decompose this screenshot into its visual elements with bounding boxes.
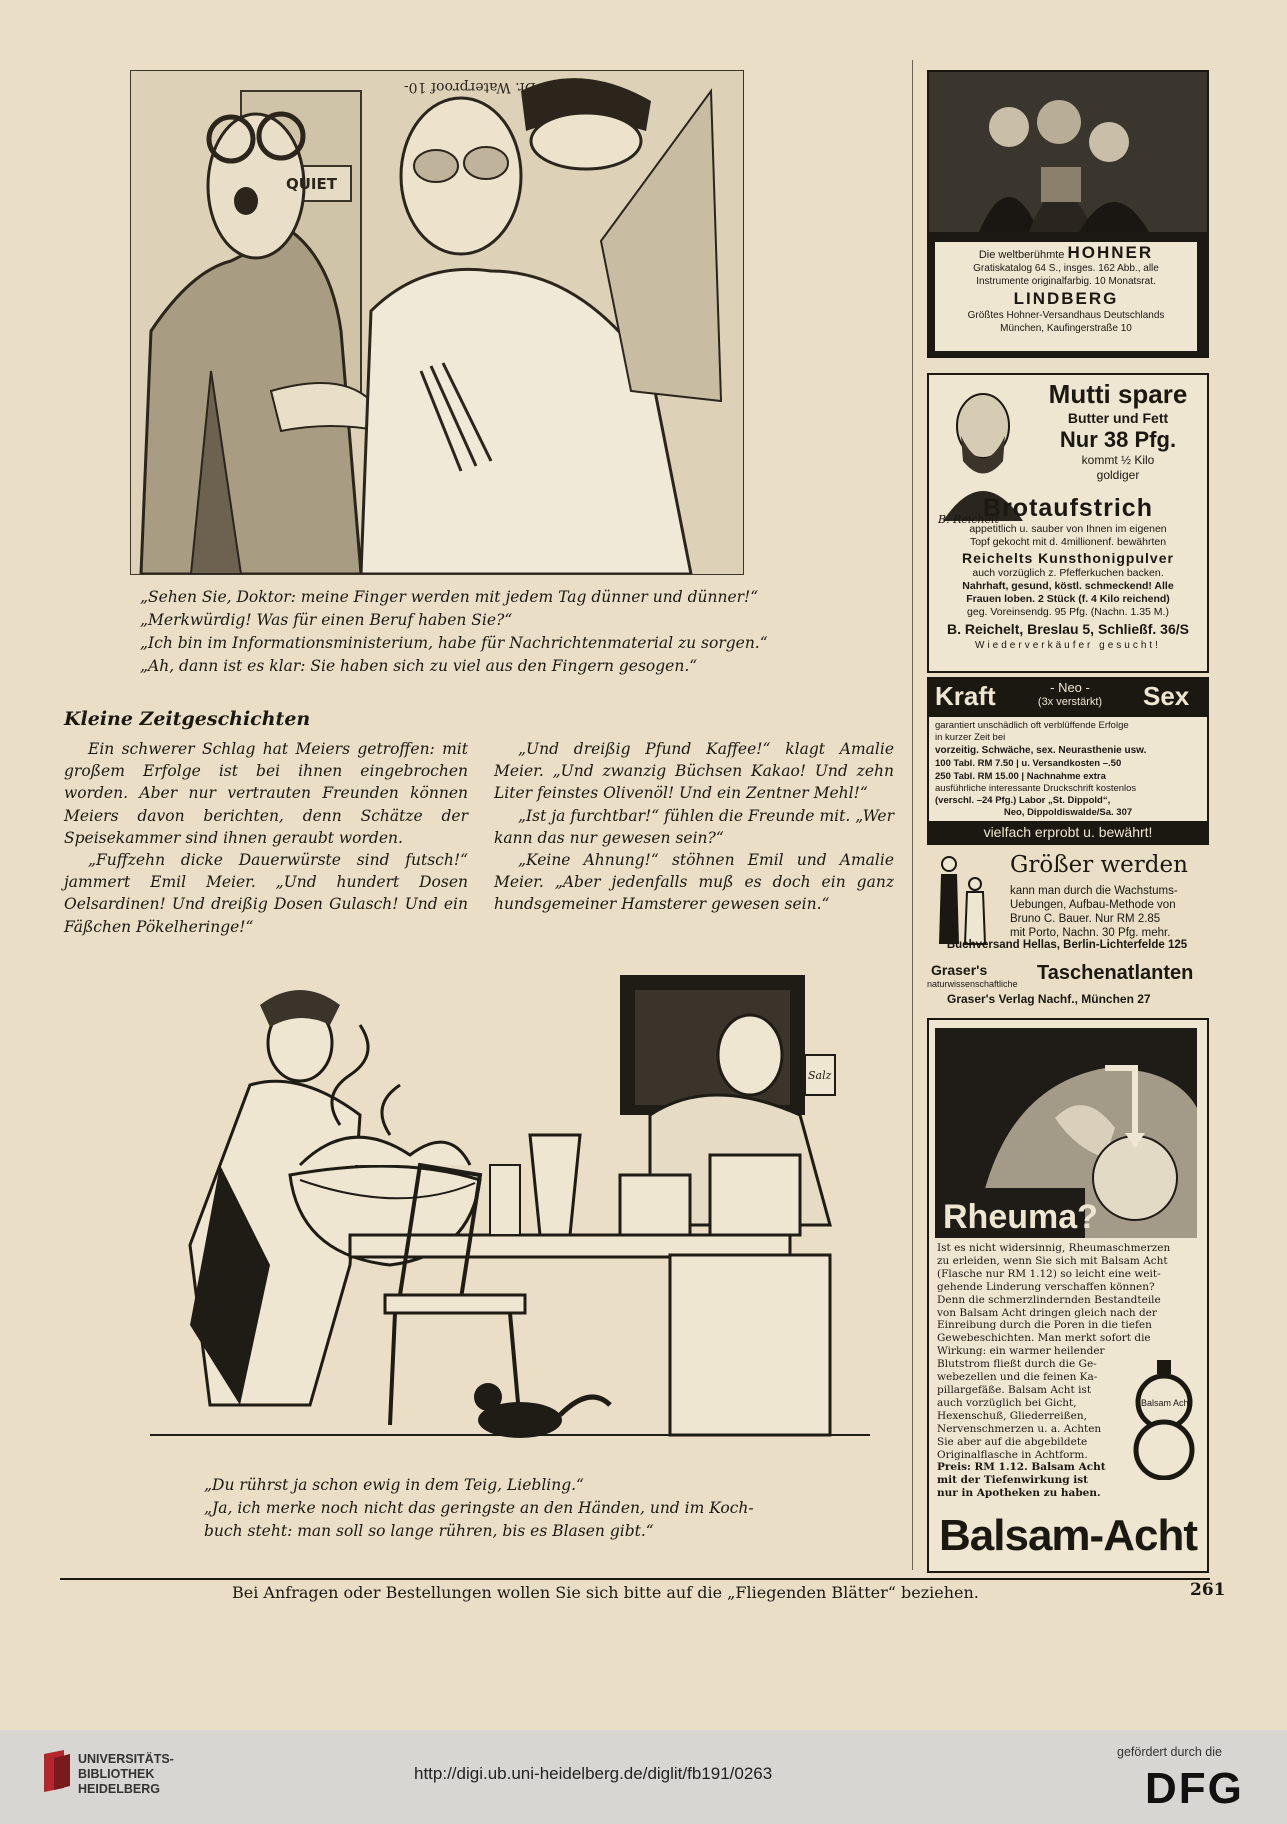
caption-line: „Ja, ich merke noch nicht das geringste an den Händen, und im Koch- [204, 1499, 754, 1517]
ad-text: appetitlich u. sauber von Ihnen im eigenen [969, 523, 1167, 535]
svg-text:B. Reichelt: B. Reichelt [938, 513, 1000, 526]
ad-text: Größtes Hohner-Versandhaus Deutschlands [967, 310, 1165, 321]
graser-publisher: Graser's Verlag Nachf., München 27 [947, 992, 1151, 1006]
reichelt-title: Mutti spare [1048, 379, 1188, 409]
lindberg-name: LINDBERG [1013, 289, 1119, 308]
reichelt-product: Brotaufstrich [983, 494, 1153, 522]
groesser-body: kann man durch die Wachstums- Uebungen, Aufbau-Methode von Bruno C. Bauer. Nur RM 2.85 mit Porto, Nachn. 30 Pfg. mehr. [1010, 885, 1178, 939]
page-number: 261 [1190, 1580, 1226, 1600]
ad-text: Nahrhaft, gesund, köstl. schmeckend! Alle [962, 580, 1174, 592]
top-cartoon-caption [140, 586, 768, 678]
svg-text:Dr. Waterproof 10-: Dr. Waterproof 10- [403, 79, 536, 95]
rheuma-back-illustration [935, 1028, 1197, 1238]
balsam-body: Ist es nicht widersinnig, Rheumaschmerzen zu erleiden, wenn Sie sich mit Balsam Acht (Flasche nur RM 1.12) so leicht eine weit- gehende Linderung verschaffen können? Denn die schmerzlindernden Bestandteile von Balsam Acht dringen gleich nach der Einreibung durch die Poren in die tiefen Gewebeschichten. Man merkt sofort die Wirkung: ein warmer heilender Blutstrom fließt durch die Ge- webezellen und die feinen Ka- pillargefäße. Balsam Acht ist auch vorzüglich bei Gicht, Hexenschuß, Gliederreißen, Nervenschmerzen u. a. Achten Sie aber auf die abgebildete Originalflasche in Achtform. Preis: RM 1.12. Balsam Acht mit der Tiefenwirkung ist nur in Apotheken zu haben. [937, 1242, 1171, 1500]
ad-text: Reichelts Kunsthonigpulver [962, 550, 1174, 566]
reichelt-headline [1033, 379, 1203, 483]
caption-line: „Ah, dann ist es klar: Sie haben sich zu viel aus den Fingern gesogen.“ [140, 657, 698, 675]
ad-text: auch vorzüglich z. Pfefferkuchen backen. [972, 567, 1164, 579]
balsam-acht-ad [927, 1018, 1209, 1573]
article-paragraph: „Und dreißig Pfund Kaffee!“ klagt Amalie Meier. „Und zwanzig Büchsen Kakao! Und zehn Liter feinstes Olivenöl! Und ein Zentner Mehl!“ [494, 740, 894, 803]
graser-ad [927, 962, 1205, 1012]
ad-text: Topf gekocht mit d. 4millionenf. bewährten [969, 536, 1167, 548]
svg-text:Rheuma?: Rheuma? [943, 1198, 1098, 1236]
kraft-footer: vielfach erprobt u. bewährt! [929, 821, 1207, 843]
hohner-ad-text [935, 242, 1197, 351]
kitchen-drawing [150, 965, 870, 1473]
reichelt-price: Nur 38 Pfg. [1059, 427, 1177, 452]
kraft-title-mid: - Neo - (3x verstärkt) [1037, 680, 1103, 708]
groesser-title: Größer werden [1010, 852, 1188, 878]
reichelt-address: B. Reichelt, Breslau 5, Schließf. 36/S [947, 621, 1189, 637]
caption-line: „Du rührst ja schon ewig in dem Teig, Liebling.“ [204, 1476, 584, 1494]
bottom-cartoon-caption [204, 1474, 754, 1543]
caption-line: buch steht: man soll so lange rühren, bis es Blasen gibt.“ [204, 1522, 654, 1540]
kraft-title: Sex [1143, 681, 1190, 711]
sponsor-text: gefördert durch die [1117, 1745, 1222, 1759]
caption-line: „Ich bin im Informationsministerium, habe für Nachrichtenmaterial zu sorgen.“ [140, 634, 768, 652]
university-logo-icon [40, 1748, 74, 1794]
kraft-title: Kraft [935, 681, 996, 711]
ad-text: Gratiskatalog 64 S., insges. 162 Abb., alle [973, 263, 1159, 274]
ad-text: München, Kaufingerstraße 10 [1000, 323, 1132, 334]
top-cartoon-illustration [130, 70, 744, 575]
ad-text: kommt ½ Kilo [1081, 453, 1155, 467]
caption-line: „Merkwürdig! Was für einen Beruf haben Sie?“ [140, 611, 513, 629]
svg-text:Balsam Acht: Balsam Acht [1141, 1398, 1192, 1408]
svg-text:Salz: Salz [808, 1069, 832, 1082]
article-heading: Kleine Zeitgeschichten [64, 708, 311, 730]
institution-name: UNIVERSITÄTS- BIBLIOTHEK HEIDELBERG [78, 1752, 174, 1796]
ad-text: Frauen loben. 2 Stück (f. 4 Kilo reichend) [966, 593, 1170, 605]
article-column-left [64, 738, 468, 938]
footer-note: Bei Anfragen oder Bestellungen wollen Sie sich bitte auf die „Fliegenden Blätter“ beziehen. [232, 1583, 979, 1602]
dfg-logo: DFG [1145, 1764, 1244, 1813]
ad-text: Butter und Fett [1067, 410, 1169, 426]
ad-text: Instrumente originalfarbig. 10 Monatsrat. [976, 276, 1156, 287]
svg-text:QUIET: QUIET [286, 175, 337, 193]
article-column-right [494, 738, 894, 916]
balsam-brand: Balsam-Acht [939, 1511, 1197, 1560]
ad-text: Die weltberühmte [978, 249, 1065, 261]
article-paragraph: Ein schwerer Schlag hat Meiers getroffen: mit großem Erfolge ist bei ihnen eingebrochen worden. Aber nur vertrauten Freunden können Meiers davon berichten, denn Schätze der Speisekammer sind ihnen geraubt worden. [64, 740, 468, 847]
kraft-body: garantiert unschädlich oft verblüffende Erfolge in kurzer Zeit bei vorzeitig. Schwäche, sex. Neurasthenie usw. 100 Tabl. RM 7.50 | u. Versandkosten –.50 250 Tabl. RM 15.00 | Nachnahme extra ausführliche interessante Druckschrift kostenlos (verschl. –24 Pfg.) Labor „St. Dippold“, Neo, Dippoldiswalde/Sa. 307 [935, 720, 1147, 818]
article-paragraph: „Fuffzehn dicke Dauerwürste sind futsch!“ jammert Emil Meier. „Und hundert Dosen Oelsardinen! Und dreißig Dosen Gulasch! Und ein Fäßchen Pökelheringe!“ [64, 851, 468, 936]
footer-rule [60, 1578, 1210, 1580]
kraft-sex-ad [927, 677, 1209, 845]
column-divider [912, 60, 913, 1570]
hohner-ad [927, 70, 1209, 358]
reichelt-ad [927, 373, 1209, 673]
balsam-bottle-icon [1129, 1360, 1199, 1480]
ad-text: goldiger [1096, 468, 1140, 482]
permalink-url[interactable]: http://digi.ub.uni-heidelberg.de/diglit/fb191/0263 [414, 1764, 773, 1783]
graser-title: Taschenatlanten [1037, 962, 1194, 984]
ad-text: Wiederverkäufer gesucht! [975, 640, 1161, 651]
groesser-publisher: Buchversand Hellas, Berlin-Lichterfelde 125 [946, 939, 1188, 951]
ad-text: geg. Voreinsendg. 95 Pfg. (Nachn. 1.35 M.) [967, 606, 1169, 618]
bottom-cartoon-illustration [150, 965, 870, 1473]
kraft-title-bar [929, 679, 1207, 717]
graser-sub: naturwissenschaftliche [927, 979, 1018, 989]
caption-line: „Sehen Sie, Doktor: meine Finger werden mit jedem Tag dünner und dünner!“ [140, 588, 759, 606]
doctor-patient-drawing [131, 71, 743, 574]
graser-brand: Graser's [931, 962, 988, 978]
musicians-photo [929, 72, 1207, 232]
groesser-werden-ad [927, 850, 1205, 954]
figures-icon [931, 854, 991, 949]
reichelt-body [933, 493, 1203, 653]
hohner-brand: HOHNER [1067, 243, 1154, 262]
article-paragraph: „Ist ja furchtbar!“ fühlen die Freunde mit. „Wer kann das nur gewesen sein?“ [494, 806, 894, 847]
article-paragraph: „Keine Ahnung!“ stöhnen Emil und Amalie Meier. „Aber jedenfalls muß es doch ein ganz hundsgemeiner Hamsterer gewesen sein.“ [494, 851, 894, 914]
